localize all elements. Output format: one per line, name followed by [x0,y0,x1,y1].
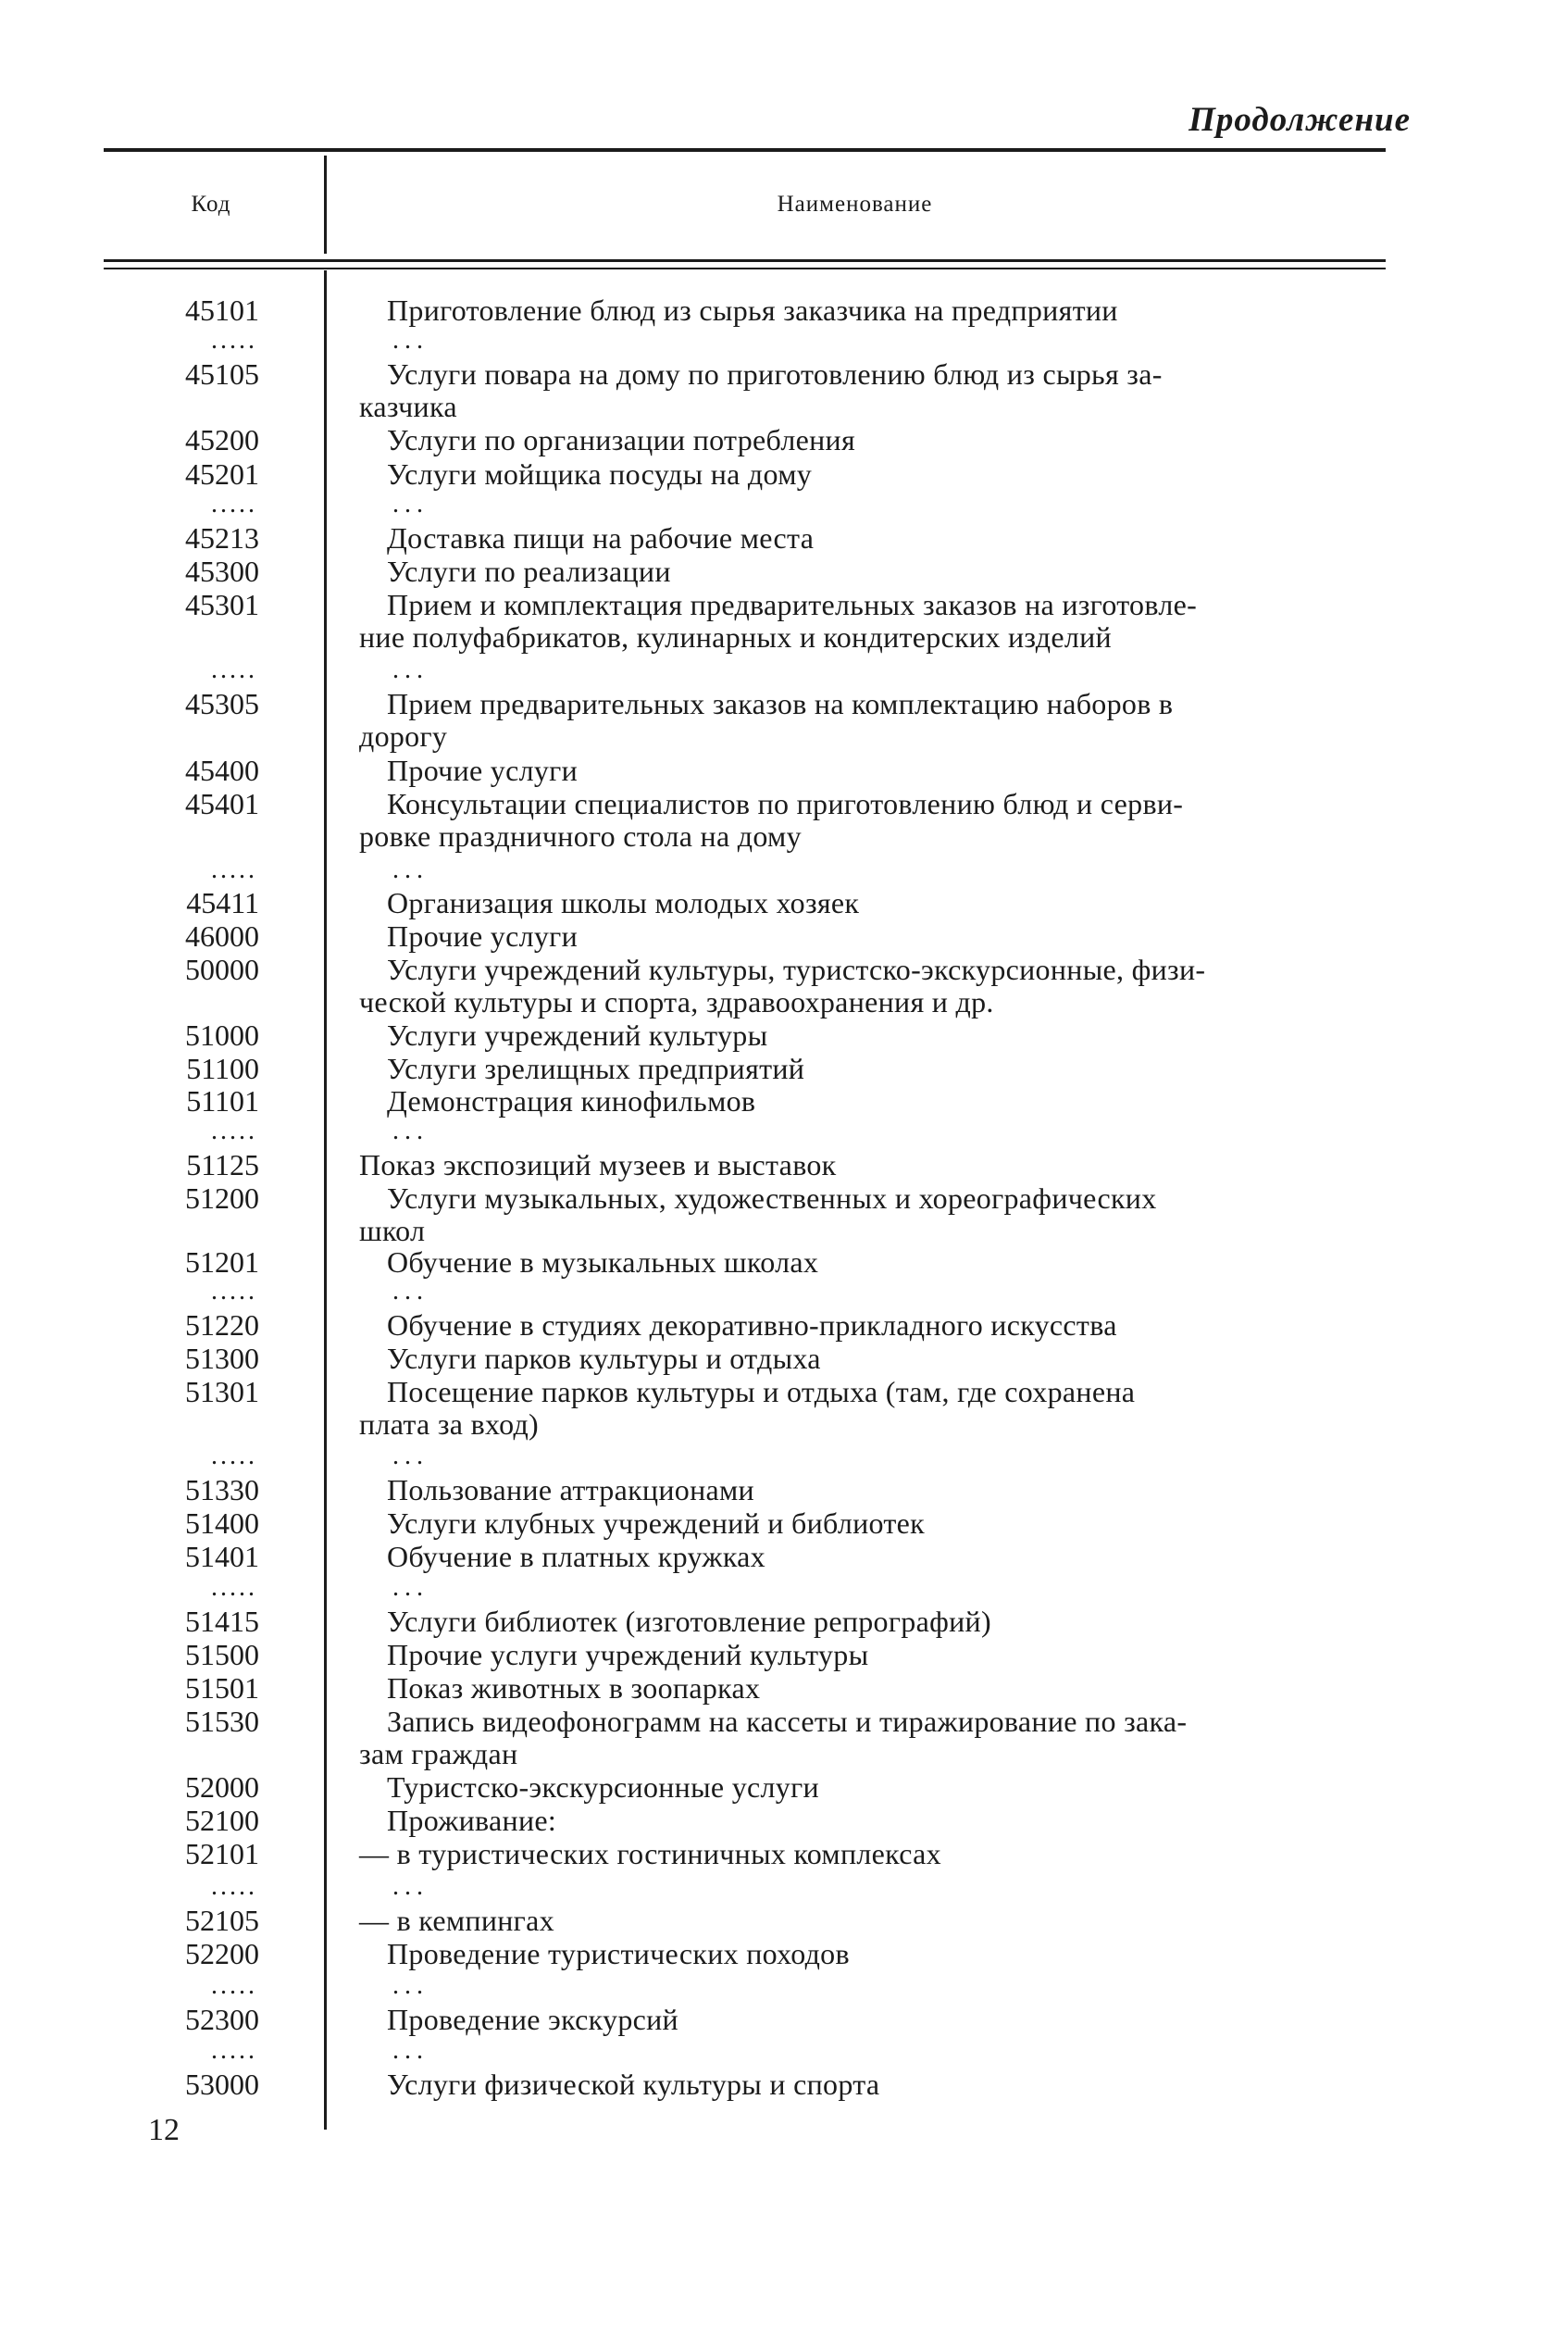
omitted-names-dots: ... [392,1277,429,1306]
row-name: Пользование аттракционами [387,1473,754,1506]
page-number: 12 [148,2113,180,2147]
row-name-continuation: дорогу [359,719,448,753]
row-code: 46000 [185,919,259,953]
omitted-names-dots: ... [392,1971,429,2000]
row-name: Обучение в платных кружках [387,1540,765,1573]
row-name: Услуги клубных учреждений и библиотек [387,1506,926,1540]
row-name [359,953,1387,1019]
row-code: 51000 [185,1019,259,1052]
omission-gap [0,1117,1568,1145]
row-code: 45300 [185,555,259,588]
omitted-codes-dots: ..... [211,1971,257,2000]
row-name [359,1181,1387,1247]
omitted-codes-dots: ..... [211,326,257,355]
row-code: 45301 [185,588,259,621]
row-name: Обучение в студиях декоративно-прикладного искусства [387,1308,1117,1342]
row-code: 52100 [185,1804,259,1837]
row-name [359,1705,1387,1770]
row-code: 45411 [186,886,259,919]
row-name: Услуги физической культуры и спорта [387,2068,880,2101]
omission-gap [0,1442,1568,1470]
omitted-names-dots: ... [392,1872,429,1901]
column-divider [324,270,327,2130]
row-code: 45101 [185,294,259,327]
omitted-codes-dots: ..... [211,2036,257,2065]
omission-gap [0,856,1568,884]
row-name [359,787,1387,853]
row-name: Услуги учреждений культуры [387,1019,768,1052]
row-name: Услуги парков культуры и отдыха [387,1342,821,1375]
row-code: 45400 [185,754,259,787]
code-column-header: Код [191,192,231,217]
name-column-header: Наименование [777,192,933,217]
row-name-line: Запись видеофонограмм на кассеты и тиражирование по зака- [387,1705,1188,1738]
row-name: — в кемпингах [359,1904,554,1937]
row-name: Проведение туристических походов [387,1937,850,1970]
omitted-names-dots: ... [392,2036,429,2065]
row-code: 51300 [185,1342,259,1375]
omitted-names-dots: ... [392,326,429,355]
omitted-names-dots: ... [392,656,429,684]
row-name: Организация школы молодых хозяек [387,886,860,919]
row-code: 51530 [185,1705,259,1738]
row-name-line: Услуги повара на дому по приготовлению блюд из сырья за- [387,357,1163,391]
row-name-continuation: ровке праздничного стола на дому [359,819,802,853]
row-name-continuation: ние полуфабрикатов, кулинарных и кондитерских изделий [359,620,1112,654]
row-name: Прочие услуги [387,919,579,953]
row-code: 52300 [185,2003,259,2036]
row-name-continuation: казчика [359,390,457,423]
row-code: 51501 [185,1671,259,1705]
row-name-line: Услуги музыкальных, художественных и хореографических [387,1181,1157,1215]
omitted-codes-dots: ..... [211,1277,257,1306]
row-code: 51330 [185,1473,259,1506]
row-name-line: Прием предварительных заказов на комплектацию наборов в [387,687,1174,720]
omitted-codes-dots: ..... [211,1872,257,1901]
row-name: Прочие услуги [387,754,579,787]
row-name-continuation: ческой культуры и спорта, здравоохранения и др. [359,985,994,1019]
row-code: 51415 [185,1605,259,1638]
row-code: 51401 [185,1540,259,1573]
row-name: Доставка пищи на рабочие места [387,521,815,555]
table-top-rule [104,148,1386,152]
row-name: Показ животных в зоопарках [387,1671,761,1705]
row-name: Проживание: [387,1804,557,1837]
omitted-codes-dots: ..... [211,1573,257,1602]
omitted-names-dots: ... [392,856,429,884]
row-name: — в туристических гостиничных комплексах [359,1837,941,1870]
row-code: 52000 [185,1770,259,1804]
omitted-names-dots: ... [392,1117,429,1145]
row-code: 51400 [185,1506,259,1540]
row-name: Приготовление блюд из сырья заказчика на предприятии [387,294,1118,327]
row-code: 51200 [185,1181,259,1215]
row-name: Услуги зрелищных предприятий [387,1052,805,1085]
omitted-codes-dots: ..... [211,490,257,519]
header-bottom-rule [104,259,1386,262]
row-code: 45401 [185,787,259,820]
omission-gap [0,1872,1568,1901]
omitted-names-dots: ... [392,1573,429,1602]
omitted-codes-dots: ..... [211,856,257,884]
row-name [359,1375,1387,1441]
row-name: Проведение экскурсий [387,2003,678,2036]
row-code: 51101 [186,1084,259,1118]
omission-gap [0,490,1568,519]
row-name: Обучение в музыкальных школах [387,1245,819,1279]
omission-gap [0,2036,1568,2065]
row-code: 51220 [185,1308,259,1342]
row-code: 45200 [185,423,259,456]
row-code: 51100 [186,1052,259,1085]
omission-gap [0,1971,1568,2000]
row-name: Услуги по организации потребления [387,423,855,456]
row-name [359,687,1387,753]
row-code: 51125 [186,1148,259,1181]
row-name: Услуги библиотек (изготовление репрографий) [387,1605,991,1638]
omission-gap [0,656,1568,684]
row-code: 51301 [185,1375,259,1408]
row-name [359,357,1387,423]
row-name: Услуги по реализации [387,555,671,588]
omitted-codes-dots: ..... [211,656,257,684]
row-name: Демонстрация кинофильмов [387,1084,756,1118]
row-code: 45213 [185,521,259,555]
omission-gap [0,326,1568,355]
omitted-codes-dots: ..... [211,1442,257,1470]
row-name-line: Прием и комплектация предварительных заказов на изготовле- [387,588,1198,621]
omission-gap [0,1277,1568,1306]
continuation-label: Продолжение [1188,101,1411,139]
omitted-names-dots: ... [392,490,429,519]
row-code: 45305 [185,687,259,720]
row-code: 51201 [185,1245,259,1279]
omission-gap [0,1573,1568,1602]
row-name [359,588,1387,654]
row-name: Услуги мойщика посуды на дому [387,457,813,491]
row-name: Прочие услуги учреждений культуры [387,1638,869,1671]
row-name: Туристско-экскурсионные услуги [387,1770,819,1804]
row-code: 45105 [185,357,259,391]
row-name-line: Услуги учреждений культуры, туристско-экскурсионные, физи- [387,953,1206,986]
row-code: 51500 [185,1638,259,1671]
row-name-continuation: плата за вход) [359,1407,539,1441]
row-code: 50000 [185,953,259,986]
row-name-line: Посещение парков культуры и отдыха (там, где сохранена [387,1375,1136,1408]
row-code: 52101 [185,1837,259,1870]
omitted-names-dots: ... [392,1442,429,1470]
row-code: 53000 [185,2068,259,2101]
row-code: 52105 [185,1904,259,1937]
row-name-continuation: школ [359,1214,426,1247]
header-bottom-rule-secondary [104,268,1386,269]
row-code: 45201 [185,457,259,491]
row-name-line: Консультации специалистов по приготовлению блюд и серви- [387,787,1184,820]
omitted-codes-dots: ..... [211,1117,257,1145]
row-name-continuation: зам граждан [359,1737,518,1770]
row-name: Показ экспозиций музеев и выставок [359,1148,837,1181]
row-code: 52200 [185,1937,259,1970]
